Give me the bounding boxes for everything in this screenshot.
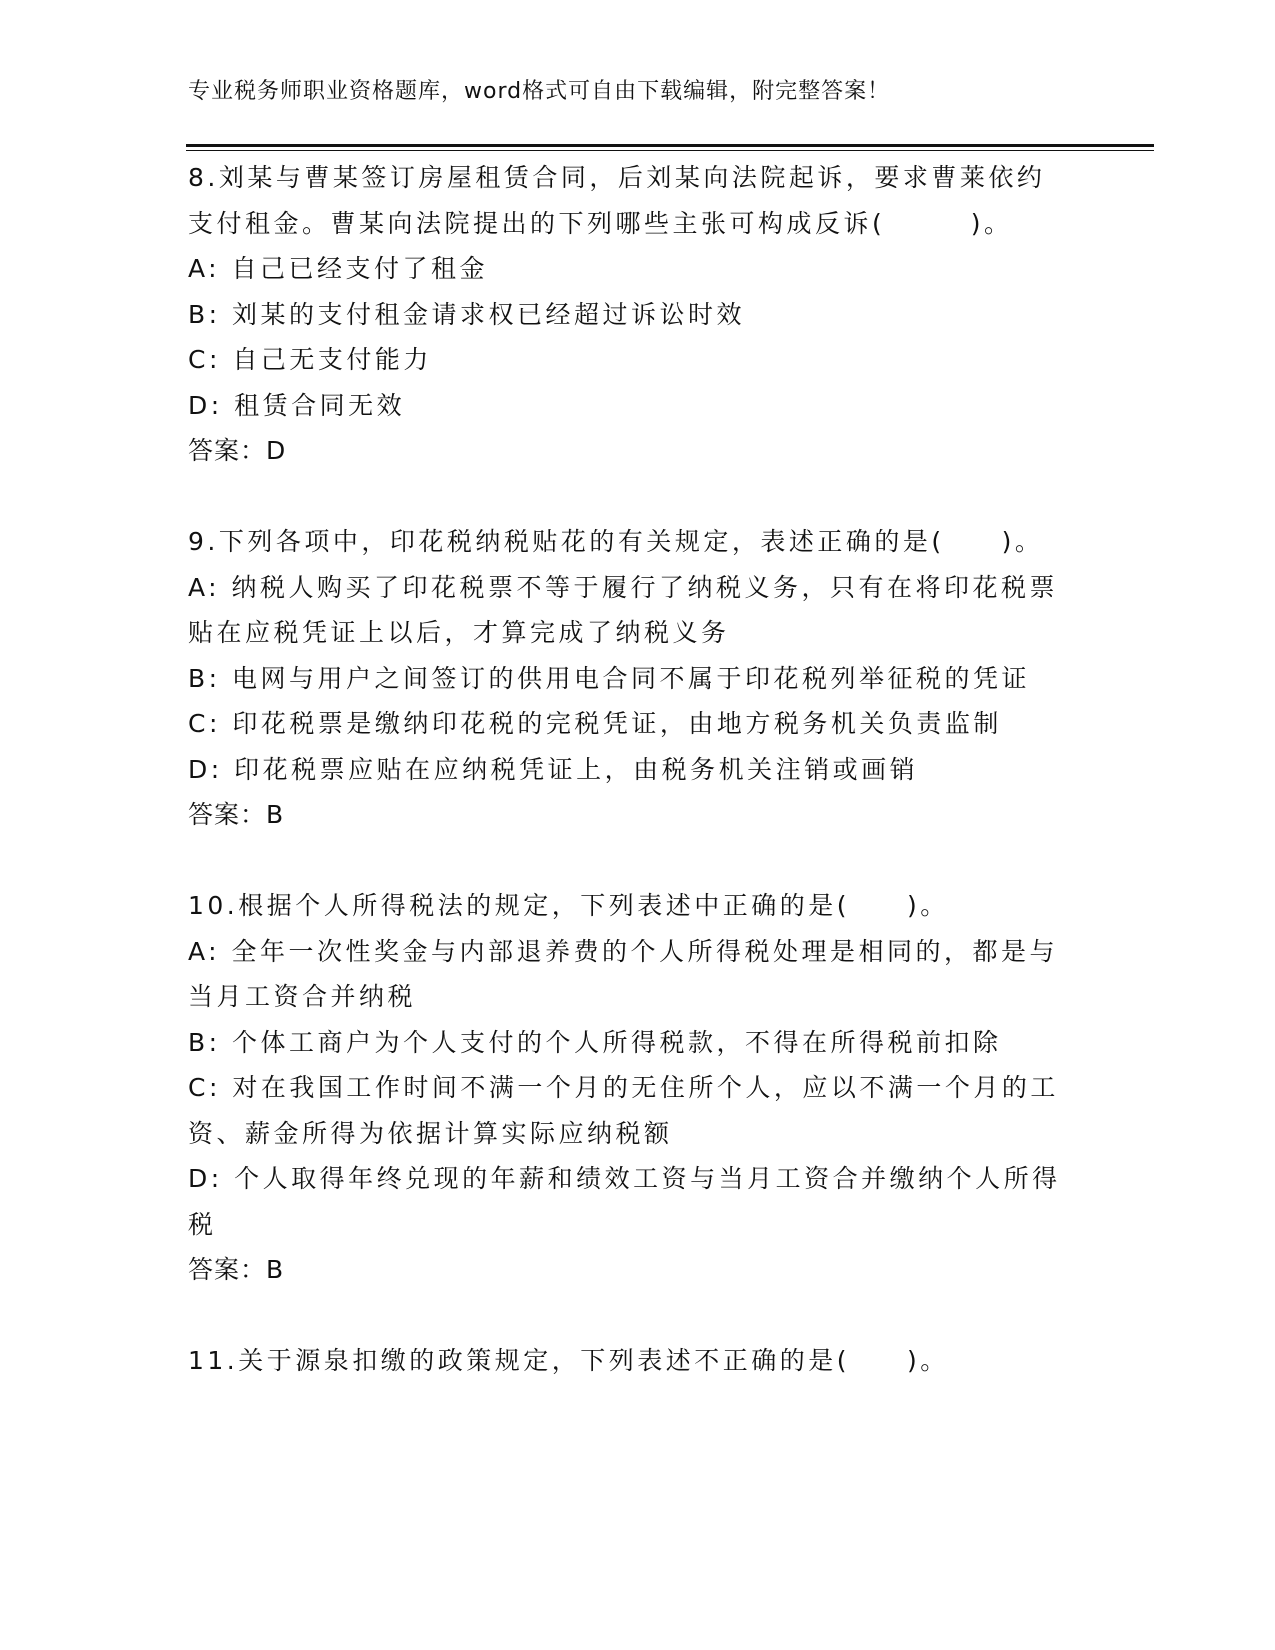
option-a: A: 自己已经支付了租金 (188, 254, 489, 283)
answer-line: 答案：D (188, 436, 287, 465)
option-a-continued: 当月工资合并纳税 (188, 982, 417, 1011)
option-c: C: 对在我国工作时间不满一个月的无住所个人，应以不满一个月的工 (188, 1073, 1059, 1102)
header-rule-thin (186, 150, 1154, 151)
document-header: 专业税务师职业资格题库，word格式可自由下载编辑，附完整答案！ (188, 79, 891, 104)
question-stem-line: 9.下列各项中，印花税纳税贴花的有关规定，表述正确的是( )。 (188, 527, 1044, 556)
header-rule-thick (186, 144, 1154, 147)
question-stem-line: 10.根据个人所得税法的规定，下列表述中正确的是( )。 (188, 891, 949, 920)
option-a: A: 纳税人购买了印花税票不等于履行了纳税义务，只有在将印花税票 (188, 572, 1059, 602)
option-d: D: 租赁合同无效 (188, 390, 406, 420)
option-a-continued: 贴在应税凭证上以后，才算完成了纳税义务 (188, 618, 730, 647)
option-d: D: 个人取得年终兑现的年薪和绩效工资与当月工资合并缴纳个人所得 (188, 1164, 1061, 1193)
option-d-continued: 税 (188, 1209, 217, 1239)
option-c-continued: 资、薪金所得为依据计算实际应纳税额 (188, 1118, 673, 1148)
question-stem-line: 8.刘某与曹某签订房屋租赁合同，后刘某向法院起诉，要求曹莱依约 (188, 163, 1046, 192)
option-d: D: 印花税票应贴在应纳税凭证上，由税务机关注销或画销 (188, 754, 919, 784)
question-stem-line: 支付租金。曹某向法院提出的下列哪些主张可构成反诉( )。 (188, 208, 1013, 238)
question-list (188, 155, 1088, 1384)
option-b: B: 电网与用户之间签订的供用电合同不属于印花税列举征税的凭证 (188, 663, 1031, 693)
option-c: C: 自己无支付能力 (188, 345, 432, 374)
question-stem-line: 11.关于源泉扣缴的政策规定，下列表述不正确的是( )。 (188, 1346, 949, 1375)
option-a: A: 全年一次性奖金与内部退养费的个人所得税处理是相同的，都是与 (188, 936, 1059, 966)
answer-line: 答案：B (188, 800, 285, 829)
question-9 (188, 519, 1088, 838)
option-c: C: 印花税票是缴纳印花税的完税凭证，由地方税务机关负责监制 (188, 709, 1002, 738)
question-8 (188, 155, 1088, 474)
question-11 (188, 1338, 1088, 1384)
option-b: B: 刘某的支付租金请求权已经超过诉讼时效 (188, 299, 746, 329)
question-10 (188, 883, 1088, 1293)
option-b: B: 个体工商户为个人支付的个人所得税款，不得在所得税前扣除 (188, 1027, 1002, 1057)
answer-line: 答案：B (188, 1255, 285, 1284)
